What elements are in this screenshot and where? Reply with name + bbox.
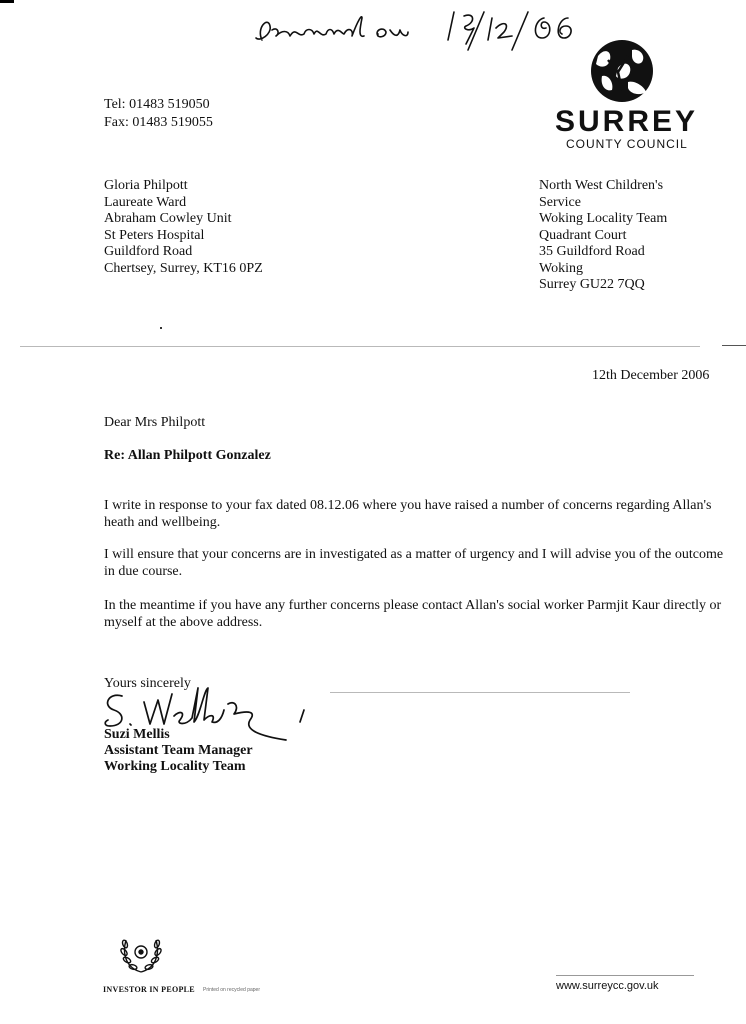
recipient-address-line: Laureate Ward [104,194,187,210]
sender-address-line: Surrey GU22 7QQ [539,277,645,292]
investor-in-people-label: INVESTOR IN PEOPLE [103,985,195,994]
closing: Yours sincerely [104,676,191,691]
scan-line [330,692,630,693]
sender-address-line: Woking [539,260,583,276]
sender-address [539,178,667,294]
recipient-address-line: Guildford Road [104,244,193,259]
recipient-address [104,178,263,277]
handwritten-received-note [248,8,588,52]
recipient-address-line: Chertsey, Surrey, KT16 0PZ [104,260,263,276]
body-paragraph: I will ensure that your concerns are in investigated as a matter of urgency and I will advise you of the outcome in due course. [104,547,724,579]
recycled-paper-note: Printed on recycled paper [203,987,260,993]
scan-corner-mark [0,0,14,3]
fax-number: Fax: 01483 519055 [104,115,213,130]
scan-speck [160,327,162,329]
website-url: www.surreycc.gov.uk [556,980,659,992]
surrey-wordmark: SURREY [555,105,699,138]
telephone-number: Tel: 01483 519050 [104,97,210,112]
sender-address-line: Service [539,194,581,210]
salutation: Dear Mrs Philpott [104,415,206,430]
sender-address-line: Woking Locality Team [539,211,668,226]
subject-line: Re: Allan Philpott Gonzalez [104,448,271,463]
footer-rule [556,975,694,976]
sender-address-line: Quadrant Court [539,227,627,243]
county-council-label: COUNTY COUNCIL [566,137,688,151]
body-paragraph: In the meantime if you have any further concerns please contact Allan's social worker Parmjit Kaur directly or myself at the above address. [104,598,722,630]
recipient-address-line: Abraham Cowley Unit [104,211,232,226]
sender-address-line: 35 Guildford Road [539,244,645,259]
letter-date: 12th December 2006 [592,368,710,383]
scan-line [20,346,700,347]
scan-line [722,345,746,346]
signatory-team: Working Locality Team [104,759,246,774]
investor-in-people-logo [118,928,164,981]
recipient-address-line: St Peters Hospital [104,227,205,243]
recipient-address-line: Gloria Philpott [104,178,188,193]
signatory-name: Suzi Mellis [104,727,170,742]
signatory-title: Assistant Team Manager [104,743,253,758]
sender-address-line: North West Children's [539,178,664,193]
body-paragraph: I write in response to your fax dated 08.12.06 where you have raised a number of concerns regarding Allan's heath and wellbeing. [104,498,712,530]
surrey-crest-logo [588,38,656,109]
